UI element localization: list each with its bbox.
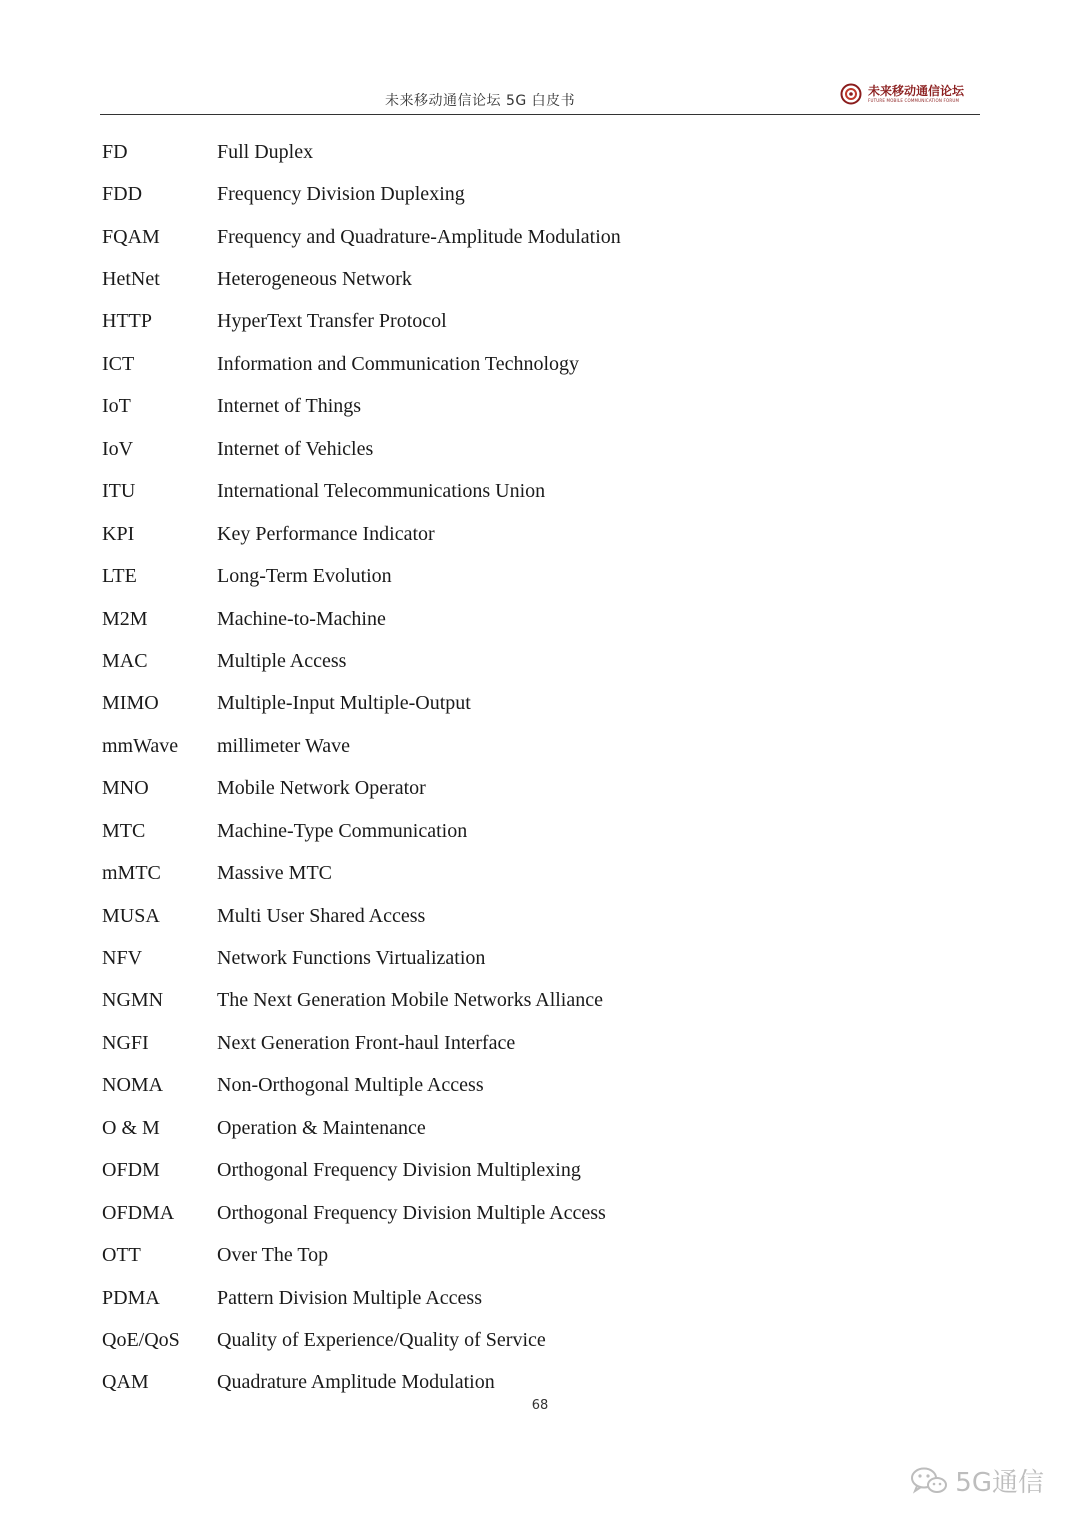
glossary-row (102, 258, 962, 300)
abbreviation: FQAM (102, 225, 160, 248)
glossary-row (102, 1107, 962, 1149)
abbreviation-definition: Internet of Vehicles (217, 437, 374, 460)
abbreviation: PDMA (102, 1286, 160, 1309)
abbreviation: OFDM (102, 1159, 160, 1182)
abbreviation-definition: Full Duplex (217, 140, 314, 163)
abbreviation: KPI (102, 522, 135, 545)
abbreviation-definition: Long-Term Evolution (217, 565, 392, 588)
watermark (909, 1462, 1044, 1499)
abbreviation-definition: Key Performance Indicator (217, 522, 435, 545)
abbreviation: MTC (102, 819, 146, 842)
abbreviation-definition: Orthogonal Frequency Division Multiplexing (217, 1159, 581, 1182)
abbreviation-definition: Multiple Access (217, 649, 347, 672)
abbreviation-definition: Heterogeneous Network (217, 268, 412, 291)
logo-name: 未来移动通信论坛 (867, 84, 964, 98)
abbreviation: O & M (102, 1116, 160, 1139)
abbreviation: OFDMA (102, 1201, 175, 1224)
abbreviation-definition: HyperText Transfer Protocol (217, 310, 447, 333)
watermark-text: 5G通信 (955, 1468, 1044, 1498)
abbreviation-definition: Network Functions Virtualization (217, 947, 486, 970)
abbreviation-definition: Internet of Things (217, 395, 362, 418)
glossary-row (102, 640, 962, 682)
abbreviation: OTT (102, 1244, 141, 1267)
abbreviation: M2M (102, 607, 148, 630)
abbreviation: MNO (102, 777, 149, 800)
abbreviation-definition: Orthogonal Frequency Division Multiple Access (217, 1201, 606, 1224)
abbreviation-list (102, 131, 962, 1404)
glossary-row (102, 683, 962, 725)
abbreviation: NGMN (102, 989, 164, 1012)
abbreviation-definition: Massive MTC (217, 862, 332, 885)
glossary-row (102, 386, 962, 428)
abbreviation: IoT (102, 395, 131, 418)
abbreviation: MIMO (102, 692, 159, 715)
page-number: 68 (531, 1398, 549, 1413)
abbreviation-definition: Frequency Division Duplexing (217, 183, 465, 206)
glossary-row (102, 343, 962, 385)
abbreviation: QAM (102, 1371, 149, 1394)
glossary-row (102, 598, 962, 640)
abbreviation: MUSA (102, 904, 160, 927)
abbreviation-definition: Multiple-Input Multiple-Output (217, 692, 471, 715)
glossary-row (102, 1192, 962, 1234)
abbreviation: IoV (102, 437, 134, 460)
abbreviation-definition: Frequency and Quadrature-Amplitude Modulation (217, 225, 621, 248)
abbreviation-definition: Machine-to-Machine (217, 607, 386, 630)
abbreviation: LTE (102, 565, 137, 588)
abbreviation: FD (102, 140, 128, 163)
glossary-row (102, 131, 962, 173)
glossary-row (102, 1150, 962, 1192)
glossary-row (102, 513, 962, 555)
page-header (100, 70, 980, 115)
abbreviation: HetNet (102, 268, 160, 291)
abbreviation-definition: Pattern Division Multiple Access (217, 1286, 482, 1309)
glossary-row (102, 555, 962, 597)
forum-logo (840, 80, 964, 108)
abbreviation: FDD (102, 183, 143, 206)
glossary-row (102, 937, 962, 979)
glossary-row (102, 1065, 962, 1107)
abbreviation: NOMA (102, 1074, 164, 1097)
glossary-row (102, 216, 962, 258)
abbreviation-definition: Operation & Maintenance (217, 1116, 426, 1139)
header-title: 未来移动通信论坛 5G 白皮书 (385, 93, 576, 109)
abbreviation: QoE/QoS (102, 1328, 180, 1351)
abbreviation-definition: Quality of Experience/Quality of Service (217, 1328, 546, 1351)
glossary-row (102, 768, 962, 810)
abbreviation-definition: Information and Communication Technology (217, 352, 580, 375)
abbreviation-definition: International Telecommunications Union (217, 480, 546, 503)
glossary-row (102, 1022, 962, 1064)
abbreviation-definition: millimeter Wave (217, 734, 350, 757)
glossary-row (102, 852, 962, 894)
abbreviation: NGFI (102, 1031, 149, 1054)
glossary-row (102, 471, 962, 513)
glossary-row (102, 725, 962, 767)
glossary-row (102, 173, 962, 215)
abbreviation-definition: Next Generation Front-haul Interface (217, 1031, 516, 1054)
glossary-row (102, 1234, 962, 1276)
abbreviation: ICT (102, 352, 135, 375)
logo-subtitle: FUTURE MOBILE COMMUNICATION FORUM (867, 98, 960, 103)
abbreviation: ITU (102, 480, 136, 503)
glossary-row (102, 1319, 962, 1361)
abbreviation-definition: Over The Top (217, 1244, 329, 1267)
abbreviation-definition: Quadrature Amplitude Modulation (217, 1371, 495, 1394)
glossary-row (102, 301, 962, 343)
wechat-icon (909, 1466, 949, 1496)
abbreviation: NFV (102, 947, 143, 970)
abbreviation-definition: The Next Generation Mobile Networks Alliance (217, 989, 603, 1012)
glossary-row (102, 428, 962, 470)
glossary-row (102, 810, 962, 852)
abbreviation: mmWave (102, 734, 179, 757)
glossary-row (102, 1277, 962, 1319)
abbreviation-definition: Mobile Network Operator (217, 777, 426, 800)
abbreviation-definition: Non-Orthogonal Multiple Access (217, 1074, 484, 1097)
glossary-row (102, 895, 962, 937)
abbreviation: MAC (102, 649, 148, 672)
forum-logo-icon (840, 83, 862, 105)
glossary-row (102, 980, 962, 1022)
abbreviation: mMTC (102, 862, 161, 885)
abbreviation-definition: Machine-Type Communication (217, 819, 468, 842)
abbreviation-definition: Multi User Shared Access (217, 904, 426, 927)
abbreviation: HTTP (102, 310, 152, 333)
